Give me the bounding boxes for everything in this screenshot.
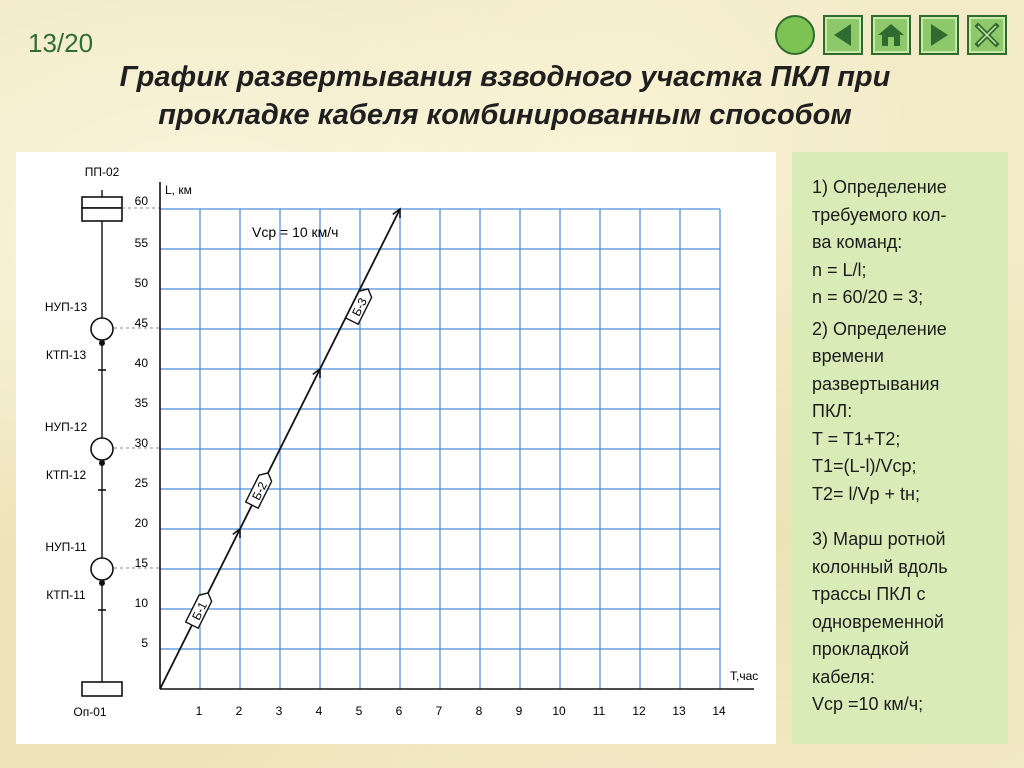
segment-tag-label: Б-1: [189, 599, 210, 623]
home-button[interactable]: [871, 15, 911, 55]
home-icon: [876, 21, 906, 49]
station-terminal: [82, 682, 122, 696]
segment-tag: [346, 286, 375, 325]
x-tick-label: 9: [515, 704, 523, 718]
x-tick-label: 11: [592, 704, 606, 718]
station-terminal: [82, 197, 122, 208]
info-line: Vср =10 км/ч;: [812, 694, 924, 714]
info-line: T = T1+T2;: [812, 428, 901, 449]
left-arrow-icon: [829, 21, 857, 49]
x-tick-label: 7: [435, 704, 443, 718]
info-line: n = L/l;: [812, 259, 867, 280]
info-line: ва команд:: [812, 232, 903, 252]
x-tick-label: 5: [355, 704, 363, 718]
next-button[interactable]: [919, 15, 959, 55]
close-x-icon: [973, 21, 1001, 49]
close-button[interactable]: [967, 15, 1007, 55]
speed-annotation: Vср = 10 км/ч: [252, 224, 339, 240]
y-tick-label: 55: [134, 236, 148, 250]
y-tick-label: 10: [134, 596, 148, 610]
chart-panel: [16, 152, 776, 744]
x-tick-label: 4: [315, 704, 323, 718]
y-axis-label: L, км: [165, 183, 192, 197]
y-tick-label: 25: [134, 476, 148, 490]
station-label: КТП-13: [45, 348, 87, 362]
x-tick-label: 8: [475, 704, 483, 718]
station-label: НУП-12: [44, 420, 88, 434]
info-line: колонный вдоль: [812, 556, 948, 577]
info-line: T2= l/Vр + tн;: [812, 483, 920, 504]
title-line-2: прокладке кабеля комбинированным способом: [158, 99, 852, 131]
right-arrow-icon: [925, 21, 953, 49]
slide-title: [60, 58, 950, 134]
circle-button[interactable]: [775, 15, 815, 55]
x-tick-label: 6: [395, 704, 403, 718]
segment-tag-label: Б-2: [249, 479, 270, 503]
station-label: ПП-02: [84, 165, 120, 179]
info-line: 3) Марш ротной: [812, 529, 946, 549]
prev-button[interactable]: [823, 15, 863, 55]
deployment-chart: [16, 152, 776, 744]
info-line: T1=(L-l)/Vср;: [812, 456, 917, 476]
station-label: КТП-12: [45, 468, 87, 482]
y-tick-label: 35: [134, 396, 148, 410]
info-block-2: [812, 316, 996, 509]
x-tick-label: 13: [672, 704, 686, 718]
info-line: 1) Определение: [812, 177, 947, 197]
y-tick-label: 45: [134, 316, 148, 330]
info-line: n = 60/20 = 3;: [812, 287, 924, 307]
info-line: одновременной: [812, 611, 944, 632]
station-terminal: [82, 208, 122, 221]
info-line: 2) Определение: [812, 318, 947, 339]
station-label: НУП-11: [45, 540, 87, 554]
title-line-1: График развертывания взводного участка ПКЛ при: [119, 61, 891, 93]
info-line: кабеля:: [812, 666, 876, 687]
nup-dot: [99, 340, 105, 346]
slide-number: 13/20: [28, 28, 94, 58]
info-block-1: [812, 174, 996, 312]
y-tick-label: 20: [134, 516, 148, 530]
x-tick-label: 12: [632, 704, 646, 718]
info-block-3: [812, 526, 996, 719]
x-tick-label: 3: [275, 704, 283, 718]
nup-circle: [91, 318, 113, 340]
info-line: развертывания: [812, 373, 940, 394]
station-label: КТП-11: [46, 588, 86, 602]
x-tick-label: 14: [712, 704, 726, 718]
y-tick-label: 30: [134, 436, 148, 450]
y-tick-label: 5: [141, 636, 148, 650]
x-tick-label: 2: [235, 704, 243, 718]
info-line: трассы ПКЛ с: [812, 584, 926, 604]
y-tick-label: 50: [134, 276, 148, 290]
info-line: времени: [812, 346, 884, 366]
nup-dot: [99, 580, 105, 586]
nup-dot: [99, 460, 105, 466]
y-tick-label: 60: [134, 194, 148, 208]
y-tick-label: 15: [134, 556, 148, 570]
info-line: требуемого кол-: [812, 204, 947, 225]
x-tick-label: 1: [195, 704, 203, 718]
info-panel: [792, 152, 1008, 744]
y-tick-label: 40: [134, 356, 148, 370]
info-line: ПКЛ:: [812, 401, 853, 421]
x-tick-label: 10: [552, 704, 566, 718]
x-axis-label: T,час: [730, 669, 759, 683]
nup-circle: [91, 438, 113, 460]
nup-circle: [91, 558, 113, 580]
segment-tag-label: Б-3: [349, 295, 370, 319]
station-label: Оп-01: [73, 705, 107, 719]
info-line: прокладкой: [812, 639, 910, 659]
station-label: НУП-13: [44, 300, 88, 314]
